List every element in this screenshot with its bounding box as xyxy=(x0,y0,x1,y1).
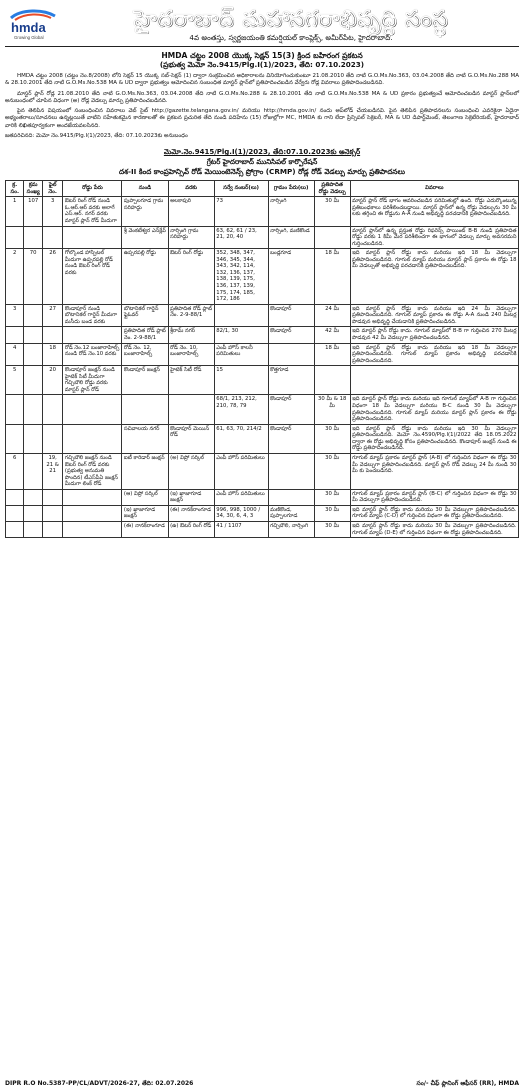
cell-survey-nos: 15 xyxy=(214,366,268,395)
table-row xyxy=(6,489,519,505)
cell-remarks: ఇది మాస్టర్ ప్లాన్ రోడ్డు కాదు మరియు ఇది 18 మీ వెడల్పుగా ప్రతిపాదించబడినది. గూగుల్ మ్యాప్ ప్రకారం అభివృద్ధి పరచడానికి ప్రతిపాదించబడినది. xyxy=(350,343,518,366)
column-header: వివరాలు xyxy=(350,180,518,196)
org-name: హైదరాబాద్ మహానగరాభివృద్ధి సంస్థ xyxy=(133,6,449,33)
cell-road-name: గోల్కొండ హాస్పిటల్ మీదుగా ఉప్పరపల్లి రోడ్ నుండి ఔటర్ రింగ్ రోడ్ వరకు xyxy=(63,249,122,305)
cell-village: మణికొండ, పుప్పాలగూడ xyxy=(268,505,314,521)
cell-road-name xyxy=(63,522,122,538)
annex-subtitle: గ్రేటర్ హైదరాబాద్ మునిసిపల్ కార్పొరేషన్ xyxy=(206,157,318,166)
table-row xyxy=(6,327,519,343)
table-row xyxy=(6,343,519,366)
cell-remarks: ఇది మాస్టర్ ప్లాన్ రోడ్డు కాదు మరియు ఇది 18 మీ వెడల్పుగా ప్రతిపాదించబడినది. గూగుల్ మ్యాప్ మరియు మాస్టర్ ప్లాన్ ప్రకారం ఈ రోడ్డు 18 మీ వెడల్పుతో అభివృద్ధి పరచడానికి ప్రతిపాదించబడినది. xyxy=(350,249,518,305)
cell-survey-nos: 996, 998, 1000 / 34, 30, 6, 4, 3 xyxy=(214,505,268,521)
cell-file-no xyxy=(42,489,63,505)
cell-remarks: మాస్టర్ ప్లాన్‌లో ఉన్న ప్రస్తుత రోడ్డు రిఫరెన్స్ పాయింట్ B-B నుండి ప్రతిపాదిత రోడ్డు వరకు 1 కిమీ మేర పరిశీలించగా ఈ భాగంలో వెడల్పు మార్పు అవసరమని గుర్తించబడినది. xyxy=(350,226,518,249)
cell-village: నార్సింగి xyxy=(268,197,314,226)
cell-serial: 2 xyxy=(6,249,24,305)
cell-file-no xyxy=(42,395,63,424)
notice-paragraph-4: జతపరిచినది: మెమో నెం.9415/Plg.I(1)/2023, తేది: 07.10.2023కు అనుబంధం xyxy=(5,132,188,139)
cell-from xyxy=(122,395,168,424)
cell-village xyxy=(268,489,314,505)
cell-to: హైటెక్ సిటీ రోడ్ xyxy=(168,366,214,395)
cell-from: సచివాలయ నగర్ xyxy=(122,424,168,453)
cell-road-name xyxy=(63,395,122,424)
cell-from: రోడ్ నెం. 12, బంజారాహిల్స్ xyxy=(122,343,168,366)
footer-signatory: సం/- చీఫ్ ప్లానింగ్ ఆఫీసర్ (RR), HMDA xyxy=(416,1079,519,1087)
cell-survey-nos: 82/1, 30 xyxy=(214,327,268,343)
cell-file-no xyxy=(42,226,63,249)
cell-remarks: మాస్టర్ ప్లాన్ రోడ్ భాగం ఆవరించబడిన పరిమితుల్లో ఉంది. రోడ్డు ఎదుర్కొంటున్న ప్రతిబంధకాలు పరిశీలించబడ్డాయి. మాస్టర్ ప్లాన్‌లో ఉన్న రోడ్డు వెడల్పును 30 మీ లకు తగ్గించి ఈ రోడ్డును A-A నుండి అభివృద్ధి పరచడానికి ప్రతిపాదించబడినది. xyxy=(350,197,518,226)
footer xyxy=(5,1080,519,1087)
cell-road-name: రోడ్ నెం.12 బంజారాహిల్స్ నుండి రోడ్ నెం.10 వరకు xyxy=(63,343,122,366)
cell-serial xyxy=(6,489,24,505)
cell-village xyxy=(268,453,314,489)
cell-sl-no xyxy=(24,522,42,538)
annex-subtitle-2: దశ-II కింద కాంప్రహెన్సివ్ రోడ్ మెయింటెనెన్స్ ప్రోగ్రాం (CRMP) రోడ్ల రోడ్ వెడల్పు మార్పు ప్రతిపాదనలు xyxy=(118,167,406,177)
cell-remarks: ఇది మాస్టర్ ప్లాన్ రోడ్డు కాదు మరియు 30 మీ వెడల్పుగా ప్రతిపాదించబడినది. గూగుల్ మ్యాప్ (C-D) లో గుర్తించిన విధంగా ఈ రోడ్డు ప్రతిపాదించబడినది. xyxy=(350,505,518,521)
cell-from: ఉప్పరపల్లి రోడ్డు xyxy=(122,249,168,305)
cell-road-name xyxy=(63,505,122,521)
cell-sl-no xyxy=(24,304,42,327)
cell-survey-nos: 352, 348, 347, 346, 345, 344, 343, 342, 114, 132, 136, 137, 138, 139, 175, 136, 137, 139, 175, 174, 185, 172, 186 xyxy=(214,249,268,305)
cell-to: రోడ్ నెం. 10, బంజారాహిల్స్ xyxy=(168,343,214,366)
cell-serial xyxy=(6,226,24,249)
table-row xyxy=(6,249,519,305)
cell-road-name xyxy=(63,424,122,453)
cell-serial: 4 xyxy=(6,343,24,366)
cell-from: కొండాపూర్ జంక్షన్ xyxy=(122,366,168,395)
cell-file-no: 19, 21 & 21 xyxy=(42,453,63,489)
cell-file-no xyxy=(42,522,63,538)
cell-to: (ఇ) ఖాజాగూడ జంక్షన్ xyxy=(168,489,214,505)
cell-remarks: గూగుల్ మ్యాప్ ప్రకారం మాస్టర్ ప్లాన్ (B-C) లో గుర్తించిన విధంగా ఈ రోడ్డు 30 మీ వెడల్పుగా ప్రతిపాదించబడినది. xyxy=(350,489,518,505)
cell-village: నార్సింగి, మణికొండ xyxy=(268,226,314,249)
cell-village: బండ్లగూడ xyxy=(268,249,314,305)
cell-to: నార్సింగి గ్రామ సరిహద్దు xyxy=(168,226,214,249)
column-header: ఫైల్ నెం. xyxy=(42,180,63,196)
cell-remarks: ఇది మాస్టర్ ప్లాన్ రోడ్డు కాదు మరియు ఇది గూగుల్ మ్యాప్‌లో A-B గా గుర్తించిన విధంగా 18 మీ వెడల్పుగా మరియు B-C నుండి 30 మీ వెడల్పుగా ప్రతిపాదించబడినది. గూగుల్ మ్యాప్ మరియు మాస్టర్ ప్లాన్ ప్రకారం ఈ రోడ్డు ప్రతిపాదించబడినది. xyxy=(350,395,518,424)
logo-text: hmda xyxy=(11,19,46,35)
cell-width: 42 మీ xyxy=(314,327,350,343)
table-row xyxy=(6,226,519,249)
cell-width: 30 మీ xyxy=(314,522,350,538)
cell-to: (ఈ) నానక్‌రాంగూడ xyxy=(168,505,214,521)
cell-serial xyxy=(6,505,24,521)
column-header: ప్రతిపాదిత రోడ్డు వెడల్పు xyxy=(314,180,350,196)
cell-serial xyxy=(6,424,24,453)
cell-width: 30 మీ xyxy=(314,453,350,489)
notice-paragraph-1: HMDA చట్టం 2008 (చట్టం నెం.8/2008) లోని సెక్షన్ 15 యొక్క సబ్-సెక్షన్ (1) ద్వారా సంక్రమించిన అధికారాలను వినియోగించుకుంటూ 21.08.2010 తేది నాటి G.O.Ms.No.363, 03.04.2008 తేది నాటి G.O.Ms.No.288 MA & 28.10.2001 తేది నాటి G.O.Ms.No.538 MA & UD ద్వారా ప్రభుత్వం ఆమోదించిన సంబంధిత మాస్టర్ ప్లాన్‌లో ప్రతిపాదించబడిన వేర్వేరు రోడ్ల వివరాలు ప్రతిపాదించబడినవి. xyxy=(5,73,519,87)
cell-village: కొండాపూర్ xyxy=(268,327,314,343)
cell-from: ప్రతిపాదిత రోడ్ ప్లాట్ నెం. 2-9-88/1 xyxy=(122,327,168,343)
cell-from: పుప్పాలగూడ గ్రామ సరిహద్దు xyxy=(122,197,168,226)
table-row xyxy=(6,304,519,327)
cell-to: అలకాపురి xyxy=(168,197,214,226)
roads-table xyxy=(5,180,519,538)
column-header: క్ర. సం. xyxy=(6,180,24,196)
cell-survey-nos xyxy=(214,304,268,327)
cell-to: కొండాపూర్ మెయిన్ రోడ్ xyxy=(168,424,214,453)
cell-village: కొండాపూర్ xyxy=(268,424,314,453)
cell-width: 30 మీ xyxy=(314,489,350,505)
cell-village: కొత్తగూడ xyxy=(268,366,314,395)
footer-dipr: DIPR R.O No.5387-PP/CL/ADVT/2026-27, తేది: 02.07.2026 xyxy=(5,1079,194,1087)
cell-file-no: 20 xyxy=(42,366,63,395)
table-row xyxy=(6,197,519,226)
cell-width: 18 మీ xyxy=(314,343,350,366)
cell-file-no: 3 xyxy=(42,197,63,226)
cell-serial xyxy=(6,522,24,538)
cell-village: కొండాపూర్ xyxy=(268,304,314,327)
table-header-row xyxy=(6,180,519,196)
cell-remarks xyxy=(350,366,518,395)
cell-road-name: ఔటర్ రింగ్ రోడ్ నుండి ఓ.ఆర్.ఆర్ వరకు అలాగే ఎస్.ఆర్. నగర్ వరకు మాస్టర్ ప్లాన్ రోడ్ మీదుగా xyxy=(63,197,122,226)
cell-sl-no: 70 xyxy=(24,249,42,305)
table-row xyxy=(6,366,519,395)
cell-sl-no: 107 xyxy=(24,197,42,226)
column-header: గ్రామం పేరు(లు) xyxy=(268,180,314,196)
cell-survey-nos: ఎంపీ హౌస్ పరిమితులు xyxy=(214,453,268,489)
cell-to: (అ) విప్రో సర్కిల్ xyxy=(168,453,214,489)
cell-to: (ఉ) ఔటర్ రింగ్ రోడ్ xyxy=(168,522,214,538)
logo-subtext: Growing Global xyxy=(14,34,44,40)
cell-survey-nos: 41 / 1107 xyxy=(214,522,268,538)
cell-serial: 1 xyxy=(6,197,24,226)
column-header: రోడ్డు పేరు xyxy=(63,180,122,196)
cell-sl-no xyxy=(24,327,42,343)
cell-width xyxy=(314,366,350,395)
table-body xyxy=(6,197,519,538)
cell-serial: 3 xyxy=(6,304,24,327)
column-header: సర్వే నంబర్(లు) xyxy=(214,180,268,196)
column-header: నుండి xyxy=(122,180,168,196)
table-row xyxy=(6,424,519,453)
cell-survey-nos: 61, 63, 70, 214/2 xyxy=(214,424,268,453)
cell-file-no: 27 xyxy=(42,304,63,327)
cell-serial: 5 xyxy=(6,366,24,395)
cell-village: కొండాపూర్ xyxy=(268,395,314,424)
cell-remarks: గూగుల్ మ్యాప్ ప్రకారం మాస్టర్ ప్లాన్ (A-B) లో గుర్తించిన విధంగా ఈ రోడ్డు 30 మీ వెడల్పుగా ప్రతిపాదించబడినది. మాస్టర్ ప్లాన్ రోడ్ వెడల్పు 24 మీ నుండి 30 మీ కు పెంచబడినది. xyxy=(350,453,518,489)
cell-to: ప్రతిపాదిత రోడ్ ప్లాట్ నెం. 2-9-88/1 xyxy=(168,304,214,327)
cell-from: (ఆ) విప్రో సర్కిల్ xyxy=(122,489,168,505)
cell-remarks: ఇది మాస్టర్ ప్లాన్ రోడ్డు కాదు మరియు ఇది 24 మీ వెడల్పుగా ప్రతిపాదించబడినది. గూగుల్ మ్యాప్ ప్రకారం ఈ రోడ్డు A-A నుండి 240 మీటర్ల పొడవున అభివృద్ధి చేయడానికి ప్రతిపాదించబడినది. xyxy=(350,304,518,327)
cell-from: బొటానికల్ గార్డెన్ ఫ్లైఓవర్ xyxy=(122,304,168,327)
cell-sl-no xyxy=(24,366,42,395)
cell-village: గచ్చిబౌలి, నార్సింగి xyxy=(268,522,314,538)
cell-survey-nos: ఎంపీ హౌస్ కాలనీ పరిమితులు xyxy=(214,343,268,366)
cell-remarks: ఇది మాస్టర్ ప్లాన్ రోడ్డు కాదు మరియు 30 మీ వెడల్పుగా ప్రతిపాదించబడినది. గూగుల్ మ్యాప్ (D-E) లో గుర్తించిన విధంగా ఈ రోడ్డు ప్రతిపాదించబడినది. xyxy=(350,522,518,538)
cell-road-name: కొండాపూర్ నుండి బొటానికల్ గార్డెన్ మీదుగా మసీదు బండ వరకు xyxy=(63,304,122,327)
cell-road-name: కొండాపూర్ జంక్షన్ నుండి హైటెక్ సిటీ మీదుగా గచ్చిబౌలి రోడ్డు వరకు మాస్టర్ ప్లాన్ రోడ్ xyxy=(63,366,122,395)
cell-survey-nos: ఎంపీ హౌస్ పరిమితులు xyxy=(214,489,268,505)
cell-width: 24 మీ xyxy=(314,304,350,327)
header xyxy=(5,3,519,47)
cell-from: (ఈ) నానక్‌రాంగూడ xyxy=(122,522,168,538)
cell-sl-no xyxy=(24,424,42,453)
notice-reference: (ప్రభుత్వ మెమో నెం.9415/Plg.I(1)/2023, తేది: 07.10.2023) xyxy=(159,60,365,70)
table-row xyxy=(6,505,519,521)
annex-title: మెమో.నెం.9415/Plg.I(1)/2023, తేది:07.10.2023కు అనెక్సర్ xyxy=(163,148,361,157)
cell-file-no: 26 xyxy=(42,249,63,305)
notice-paragraph-3: పైన తెలిపిన విషయంలో సంబంధించిన వివరాలు వెబ్ సైట్ http://gazette.telangana.gov.in/ మరియు http://hmda.gov.in/ నందు అప్‌లోడ్ చేయబడినవి. పైన తెలిపిన ప్రతిపాదనలను సంబంధించి ఎవరికైనా ఏదైనా అభ్యంతరాలు/సూచనలు ఉన్నట్లయితే వాటిని సహేతుకమైన కారణాలతో ఈ ప్రకటన ప్రచురిత తేది నుండి పదిహేను (15) రోజుల్లోగా MC, HMDA కు గాని లేదా ప్రిన్సిపల్ సెక్రెటరీ, MA & UD డిపార్ట్‌మెంట్, తెలంగాణ సెక్రెటేరియట్, హైదరాబాద్ వారికి లిఖితపూర్వకంగా అందజేయవలసినది. xyxy=(5,108,519,129)
org-address: 4వ అంతస్తు, స్వర్ణజయంతి కమర్షియల్ కాంప్లెక్స్, అమీర్‌పేట, హైదరాబాద్. xyxy=(189,33,393,43)
cell-file-no xyxy=(42,505,63,521)
cell-road-name xyxy=(63,226,122,249)
cell-sl-no xyxy=(24,489,42,505)
cell-village xyxy=(268,343,314,366)
cell-file-no: 18 xyxy=(42,343,63,366)
cell-remarks: ఇది మాస్టర్ ప్లాన్ రోడ్డు కాదు మరియు ఇది 30 మీ వెడల్పుగా ప్రతిపాదించబడినది. మెమో నెం.4590/Plg.I(1)/2022 తేది 18.05.2022 ద్వారా ఈ రోడ్డు అభివృద్ధి కోసం ప్రతిపాదించబడినది. కొండాపూర్ జంక్షన్ నుండి ఈ రోడ్డు ప్రతిపాదించబడినది. xyxy=(350,424,518,453)
cell-width: 30 మీ xyxy=(314,424,350,453)
cell-survey-nos: 68/1, 213, 212, 210, 78, 79 xyxy=(214,395,268,424)
cell-serial xyxy=(6,395,24,424)
cell-sl-no xyxy=(24,505,42,521)
cell-sl-no xyxy=(24,226,42,249)
cell-file-no xyxy=(42,327,63,343)
notice-paragraph-2: మాస్టర్ ప్లాన్ రోడ్ల 21.08.2010 తేది నాటి G.O.Ms.No.363, 03.04.2008 తేది నాటి G.O.Ms.No.288 & 28.10.2001 తేది నాటి G.O.Ms.No.538 MA & UD ప్రకారం ప్రభుత్వంచే ఆమోదించబడిన మాస్టర్ ప్లాన్‌లలో అనుబంధంలో చూపిన విధంగా (అ) రోడ్ల వెడల్పు మార్పు ప్రతిపాదించబడినది. xyxy=(5,90,519,104)
cell-to: ఔటర్ రింగ్ రోడ్డు xyxy=(168,249,214,305)
cell-survey-nos: 63, 62, 61 / 23, 21, 20, 40 xyxy=(214,226,268,249)
cell-from: (ఇ) ఖాజాగూడ జంక్షన్ xyxy=(122,505,168,521)
cell-to xyxy=(168,395,214,424)
cell-file-no xyxy=(42,424,63,453)
column-header: వరకు xyxy=(168,180,214,196)
cell-width: 30 మీ xyxy=(314,197,350,226)
cell-width: 30 మీ & 18 మీ xyxy=(314,395,350,424)
cell-sl-no xyxy=(24,343,42,366)
cell-width xyxy=(314,226,350,249)
cell-from: శ్రీ వెంకటేశ్వర ఎన్‌క్లేవ్ xyxy=(122,226,168,249)
cell-road-name xyxy=(63,489,122,505)
cell-to: శ్రీరామ్ నగర్ xyxy=(168,327,214,343)
cell-survey-nos: 73 xyxy=(214,197,268,226)
cell-remarks: ఇది మాస్టర్ ప్లాన్ రోడ్డు కాదు. గూగుల్ మ్యాప్‌లో B-B గా గుర్తించిన 270 మీటర్ల పొడవున 42 మీ వెడల్పుగా ప్రతిపాదించబడినది. xyxy=(350,327,518,343)
cell-road-name: గచ్చిబౌలి జంక్షన్ నుండి ఔటర్ రింగ్ రోడ్ వరకు (ప్రభుత్వ అనుమతి పొందిన) టీఎస్‌పీఏ జంక్షన్ మీదుగా లింక్ రోడ్ xyxy=(63,453,122,489)
table-row xyxy=(6,395,519,424)
cell-sl-no xyxy=(24,453,42,489)
cell-road-name xyxy=(63,327,122,343)
cell-width: 18 మీ xyxy=(314,249,350,305)
table-row xyxy=(6,453,519,489)
cell-serial: 6 xyxy=(6,453,24,489)
column-header: క్రమ సంఖ్య xyxy=(24,180,42,196)
table-row xyxy=(6,522,519,538)
cell-serial xyxy=(6,327,24,343)
cell-sl-no xyxy=(24,395,42,424)
hmda-logo xyxy=(5,5,63,45)
cell-from: ఐటీ కారిడార్ జంక్షన్ xyxy=(122,453,168,489)
cell-width: 30 మీ xyxy=(314,505,350,521)
notice-title: HMDA చట్టం 2008 యొక్క సెక్షన్ 15(3) క్రింద బహిరంగ ప్రకటన xyxy=(161,51,363,60)
